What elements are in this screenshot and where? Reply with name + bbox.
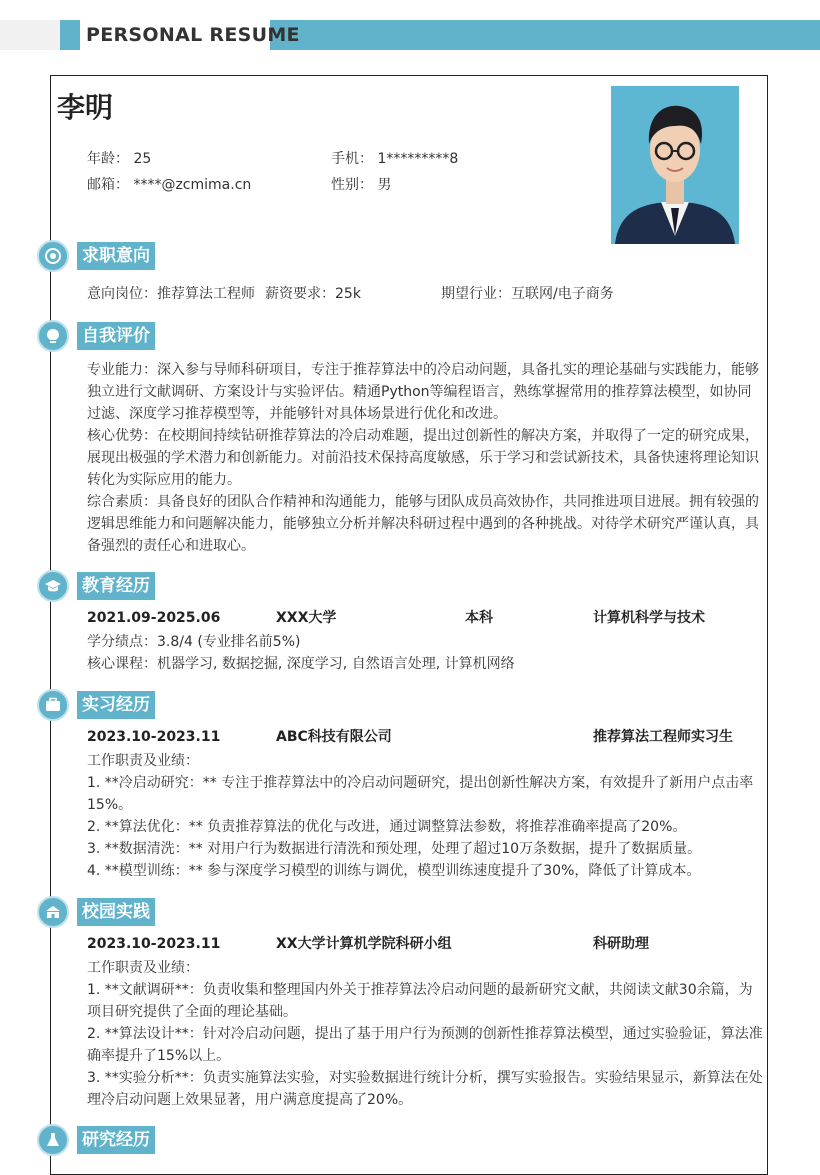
phone-field: 手机： 1*********8 — [331, 151, 459, 167]
education-major: 计算机科学与技术 — [593, 610, 705, 626]
internship-period: 2023.10-2023.11 — [87, 729, 221, 745]
education-courses: 核心课程：机器学习, 数据挖掘, 深度学习, 自然语言处理, 计算机网络 — [87, 656, 515, 672]
profile-photo — [611, 86, 739, 244]
campus-period: 2023.10-2023.11 — [87, 936, 221, 952]
objective-position: 意向岗位：推荐算法工程师 — [87, 286, 255, 302]
education-school: XXX大学 — [276, 610, 337, 626]
campus-role: 科研助理 — [593, 936, 649, 952]
school-building-icon — [37, 896, 69, 928]
candidate-name: 李明 — [57, 91, 114, 124]
header-banner — [0, 20, 820, 50]
campus-item: 3. **实验分析**：负责实施算法实验，对实验数据进行统计分析，撰写实验报告。实验结果显示，新算法在处理冷启动问题上效果显著，用户满意度提高了20%。 — [87, 1070, 763, 1108]
briefcase-icon — [37, 689, 69, 721]
education-gpa: 学分绩点：3.8/4 (专业排名前5%) — [87, 634, 301, 650]
email-field: 邮箱： ****@zcmima.cn — [87, 177, 252, 193]
campus-org: XX大学计算机学院科研小组 — [276, 936, 452, 952]
banner-accent-right — [270, 20, 820, 50]
education-degree: 本科 — [465, 610, 493, 626]
resume-title: PERSONAL RESUME — [86, 24, 300, 46]
internship-duties-label: 工作职责及业绩： — [87, 753, 199, 769]
objective-salary: 薪资要求：25k — [265, 286, 361, 302]
lightbulb-icon — [37, 320, 69, 352]
gender-field: 性别： 男 — [331, 177, 392, 193]
flask-icon — [37, 1124, 69, 1156]
target-icon — [37, 240, 69, 272]
section-title-research: 研究经历 — [77, 1126, 155, 1154]
campus-duties-label: 工作职责及业绩： — [87, 960, 199, 976]
graduation-cap-icon — [37, 570, 69, 602]
age-field: 年龄： 25 — [87, 151, 152, 167]
self-eval-paragraph: 综合素质：具备良好的团队合作精神和沟通能力，能够与团队成员高效协作，共同推进项目进展。拥有较强的逻辑思维能力和问题解决能力，能够独立分析并解决科研过程中遇到的各种挑战。对待学术研究严谨认真，具备强烈的责任心和进取心。 — [87, 494, 759, 554]
section-title-objective: 求职意向 — [77, 242, 155, 270]
objective-industry: 期望行业：互联网/电子商务 — [441, 286, 614, 302]
banner-gray-block — [0, 20, 60, 50]
section-title-education: 教育经历 — [77, 572, 155, 600]
internship-role: 推荐算法工程师实习生 — [593, 729, 733, 745]
self-eval-paragraph: 核心优势：在校期间持续钻研推荐算法的冷启动难题，提出过创新性的解决方案，并取得了一定的研究成果，展现出极强的学术潜力和创新能力。对前沿技术保持高度敏感，乐于学习和尝试新技术，具备快速将理论知识转化为实际应用的能力。 — [87, 428, 759, 488]
section-title-self-eval: 自我评价 — [77, 322, 155, 350]
internship-company: ABC科技有限公司 — [276, 729, 392, 745]
banner-accent-left — [60, 20, 80, 50]
internship-item: 3. **数据清洗：** 对用户行为数据进行清洗和预处理，处理了超过10万条数据，提升了数据质量。 — [87, 841, 702, 857]
education-period: 2021.09-2025.06 — [87, 610, 221, 626]
self-eval-paragraph: 专业能力：深入参与导师科研项目，专注于推荐算法中的冷启动问题，具备扎实的理论基础与实践能力，能够独立进行文献调研、方案设计与实验评估。精通Python等编程语言，熟练掌握常用的推荐算法模型，如协同过滤、深度学习推荐模型等，并能够针对具体场景进行优化和改进。 — [87, 362, 759, 422]
campus-item: 2. **算法设计**：针对冷启动问题，提出了基于用户行为预测的创新性推荐算法模型，通过实验验证，算法准确率提升了15%以上。 — [87, 1026, 763, 1064]
section-title-campus: 校园实践 — [77, 898, 155, 926]
internship-item: 1. **冷启动研究：** 专注于推荐算法中的冷启动问题研究，提出创新性解决方案，有效提升了新用户点击率15%。 — [87, 775, 754, 813]
internship-item: 2. **算法优化：** 负责推荐算法的优化与改进，通过调整算法参数，将推荐准确率提高了20%。 — [87, 819, 687, 835]
section-title-internship: 实习经历 — [77, 691, 155, 719]
internship-item: 4. **模型训练：** 参与深度学习模型的训练与调优，模型训练速度提升了30%，降低了计算成本。 — [87, 863, 701, 879]
campus-item: 1. **文献调研**：负责收集和整理国内外关于推荐算法冷启动问题的最新研究文献，共阅读文献30余篇，为项目研究提供了全面的理论基础。 — [87, 982, 753, 1020]
